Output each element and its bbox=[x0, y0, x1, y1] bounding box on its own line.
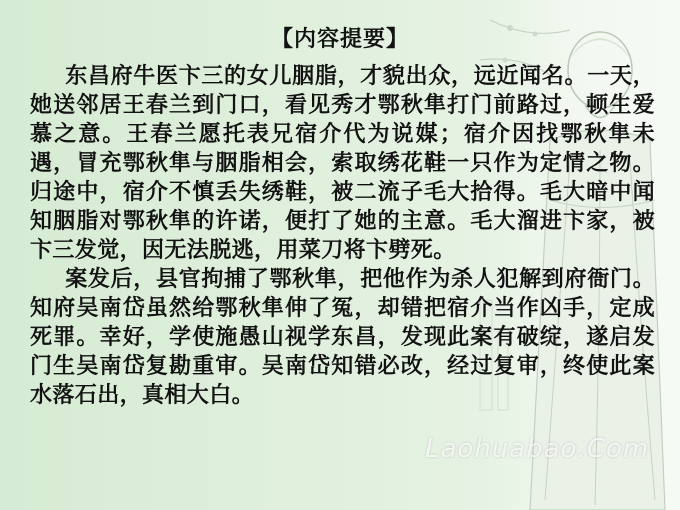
site-watermark: Laohuabao.Com bbox=[425, 434, 650, 464]
slide-title: 【内容提要】 bbox=[270, 26, 409, 52]
summary-paragraph-1: 东昌府牛医卞三的女儿胭脂，才貌出众，远近闻名。一天，她送邻居王春兰到门口，看见秀才鄂秋隼打门前路过，顿生爱慕之意。王春兰愿托表兄宿介代为说媒；宿介因找鄂秋隼未遇，冒充鄂秋隼与胭脂相会，索取绣花鞋一只作为定情之物。归途中，宿介不慎丢失绣鞋，被二流子毛大拾得。毛大暗中闻知胭脂对鄂秋隼的许诺，便打了她的主意。毛大溜进卞家，被卞三发觉，因无法脱逃，用菜刀将卞劈死。 bbox=[30, 63, 655, 263]
summary-body bbox=[30, 62, 655, 410]
summary-paragraph-2: 案发后，县官拘捕了鄂秋隼，把他作为杀人犯解到府衙门。知府吴南岱虽然给鄂秋隼伸了冤，却错把宿介当作凶手，定成死罪。幸好，学使施愚山视学东昌，发现此案有破绽，遂启发门生吴南岱复勘重审。吴南岱知错必改，经过复审，终使此案水落石出，真相大白。 bbox=[30, 266, 655, 408]
